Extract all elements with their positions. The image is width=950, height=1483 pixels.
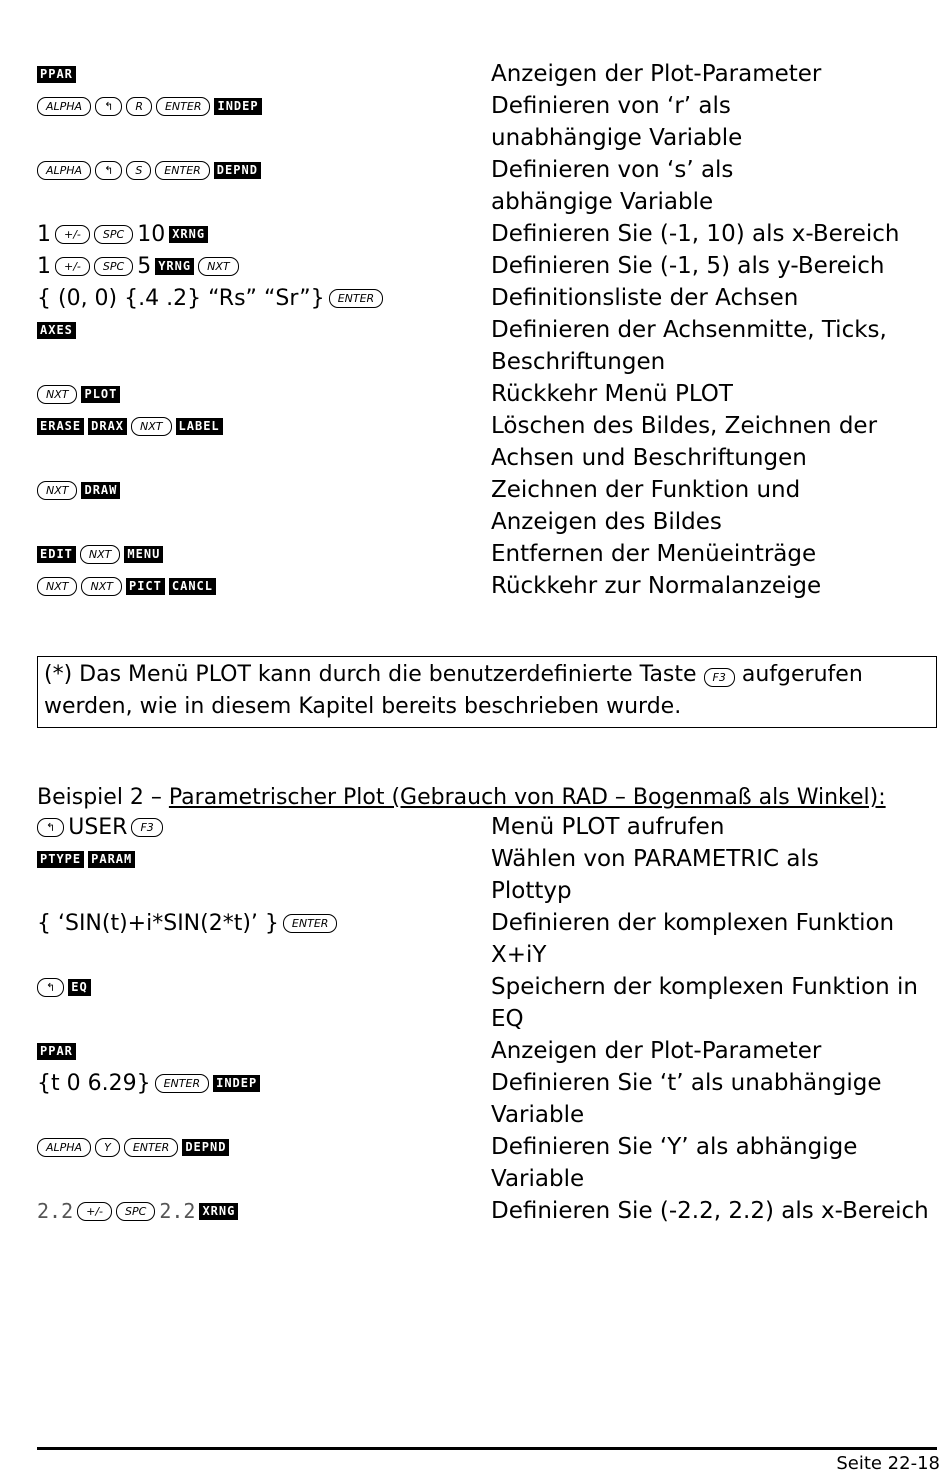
- calculator-key: ALPHA: [37, 1138, 91, 1157]
- keystroke-description: [491, 218, 900, 250]
- softmenu-key: PICT: [126, 578, 165, 595]
- keystroke-text: 5: [137, 253, 152, 279]
- description-line: Achsen und Beschriftungen: [491, 445, 807, 471]
- calculator-key: NXT: [37, 481, 77, 500]
- softmenu-key: DRAW: [81, 482, 120, 499]
- calculator-key: ENTER: [329, 289, 384, 308]
- calculator-key: +/-: [55, 225, 90, 244]
- description-line: X+iY: [491, 942, 547, 968]
- keystroke-sequence: [37, 378, 120, 410]
- description-line: Rückkehr zur Normalanzeige: [491, 573, 822, 599]
- keystroke-sequence: [37, 1131, 229, 1163]
- keystroke-description: [491, 378, 733, 410]
- description-line: Definieren von ‘s’ als: [491, 157, 734, 183]
- calculator-key: ↰: [95, 97, 122, 116]
- calculator-key: ENTER: [155, 1074, 210, 1093]
- softmenu-key: PLOT: [81, 386, 120, 403]
- calculator-key: ENTER: [156, 97, 211, 116]
- calculator-key: SPC: [116, 1202, 155, 1221]
- keystroke-row: [37, 538, 937, 570]
- calculator-key: NXT: [80, 545, 120, 564]
- calculator-key: ALPHA: [37, 161, 91, 180]
- page-number: Seite 22-18: [836, 1453, 940, 1474]
- keystroke-description: [491, 971, 918, 1035]
- description-line: Definieren Sie (-2.2, 2.2) als x-Bereich: [491, 1198, 929, 1224]
- keystroke-description: [491, 1035, 821, 1067]
- softmenu-key: PPAR: [37, 1043, 76, 1060]
- keystroke-row: [37, 474, 937, 535]
- keystroke-row: [37, 378, 937, 410]
- description-line: Definieren von ‘r’ als: [491, 93, 731, 119]
- keystroke-row: [37, 154, 937, 215]
- heading-prefix: Beispiel 2 –: [37, 785, 169, 810]
- keystroke-description: [491, 410, 877, 474]
- keystroke-text: 1: [37, 253, 51, 279]
- description-line: Rückkehr Menü PLOT: [491, 381, 733, 407]
- calculator-key: NXT: [81, 577, 121, 596]
- keystroke-description: [491, 58, 821, 90]
- keystroke-sequence: [37, 538, 163, 570]
- keystroke-description: [491, 90, 742, 154]
- softmenu-key: MENU: [124, 546, 163, 563]
- description-line: unabhängige Variable: [491, 125, 743, 151]
- keystroke-description: [491, 570, 821, 602]
- keystroke-row: [37, 811, 937, 843]
- softmenu-key: CANCL: [169, 578, 216, 595]
- keystroke-text: USER: [68, 814, 128, 840]
- f3-key: F3: [704, 668, 735, 687]
- calculator-key: +/-: [77, 1202, 112, 1221]
- keystroke-sequence: [37, 282, 383, 314]
- keystroke-row: [37, 410, 937, 471]
- description-line: Anzeigen des Bildes: [491, 509, 722, 535]
- softmenu-key: DEPND: [182, 1139, 229, 1156]
- keystroke-row: [37, 1035, 937, 1067]
- keystroke-row: [37, 1067, 937, 1128]
- description-line: EQ: [491, 1006, 524, 1032]
- note-box: [37, 656, 937, 728]
- description-line: Definieren Sie (-1, 10) als x-Bereich: [491, 221, 900, 247]
- keystroke-description: [491, 250, 884, 282]
- keystroke-text: { (0, 0) {.4 .2} “Rs” “Sr”}: [37, 285, 325, 311]
- keystroke-row: [37, 1131, 937, 1192]
- keystroke-sequence: [37, 250, 239, 282]
- keystroke-sequence: [37, 971, 91, 1003]
- calculator-key: NXT: [37, 577, 77, 596]
- calculator-key: F3: [131, 818, 162, 837]
- keystroke-description: [491, 538, 816, 570]
- softmenu-key: INDEP: [214, 98, 261, 115]
- calculator-key: NXT: [131, 417, 171, 436]
- keystroke-description: [491, 811, 724, 843]
- calculator-key: SPC: [94, 225, 133, 244]
- description-line: Anzeigen der Plot-Parameter: [491, 61, 822, 87]
- softmenu-key: YRNG: [155, 258, 194, 275]
- softmenu-key: XRNG: [169, 226, 208, 243]
- keystroke-sequence: [37, 811, 163, 843]
- description-line: Beschriftungen: [491, 349, 666, 375]
- description-line: Definieren Sie ‘t’ als unabhängige: [491, 1070, 882, 1096]
- softmenu-key: EQ: [68, 979, 90, 996]
- keystroke-description: [491, 1067, 881, 1131]
- keystroke-description: [491, 154, 733, 218]
- softmenu-key: PTYPE: [37, 851, 84, 868]
- keystroke-row: [37, 570, 937, 602]
- keystroke-description: [491, 314, 887, 378]
- keystroke-text: 10: [137, 221, 166, 247]
- keystroke-text: {t 0 6.29}: [37, 1070, 151, 1096]
- keystroke-row: [37, 314, 937, 375]
- description-line: Definieren der Achsenmitte, Ticks,: [491, 317, 887, 343]
- keystroke-row: [37, 843, 937, 904]
- calculator-key: NXT: [198, 257, 238, 276]
- keystroke-sequence: [37, 907, 337, 939]
- keystroke-description: [491, 1131, 857, 1195]
- keystroke-sequence: [37, 1067, 260, 1099]
- description-line: Entfernen der Menüeinträge: [491, 541, 817, 567]
- heading-title: Parametrischer Plot (Gebrauch von RAD – Bogenmaß als Winkel):: [168, 785, 886, 810]
- calculator-key: ↰: [95, 161, 122, 180]
- softmenu-key: ERASE: [37, 418, 84, 435]
- softmenu-key: EDIT: [37, 546, 76, 563]
- keystroke-sequence: [37, 90, 262, 122]
- keystroke-sequence: [37, 1035, 76, 1067]
- description-line: abhängige Variable: [491, 189, 714, 215]
- keystroke-description: [491, 474, 800, 538]
- calculator-key: ENTER: [283, 914, 338, 933]
- keystroke-sequence: [37, 843, 135, 875]
- calculator-key: SPC: [94, 257, 133, 276]
- softmenu-key: PPAR: [37, 66, 76, 83]
- description-line: Definieren der komplexen Funktion: [491, 910, 895, 936]
- keystroke-description: [491, 843, 819, 907]
- keystroke-row: [37, 250, 937, 282]
- note-text-before: (*) Das Menü PLOT kann durch die benutzerdefinierte Taste: [44, 662, 697, 687]
- description-line: Anzeigen der Plot-Parameter: [491, 1038, 822, 1064]
- calculator-key: ↰: [37, 978, 64, 997]
- softmenu-key: XRNG: [199, 1203, 238, 1220]
- description-line: Definieren Sie (-1, 5) als y-Bereich: [491, 253, 885, 279]
- calculator-key: R: [126, 97, 152, 116]
- footer-rule: [37, 1447, 937, 1450]
- calculator-key: NXT: [37, 385, 77, 404]
- display-text: 2.2: [159, 1199, 196, 1223]
- description-line: Variable: [491, 1102, 585, 1128]
- keystroke-sequence: [37, 1195, 238, 1227]
- display-text: 2.2: [37, 1199, 74, 1223]
- keystroke-description: [491, 907, 894, 971]
- calculator-key: S: [126, 161, 151, 180]
- keystroke-sequence: [37, 154, 261, 186]
- keystroke-description: [491, 282, 798, 314]
- description-line: Löschen des Bildes, Zeichnen der: [491, 413, 878, 439]
- keystroke-text: 1: [37, 221, 51, 247]
- keystroke-text: { ‘SIN(t)+i*SIN(2*t)’ }: [37, 910, 279, 936]
- softmenu-key: AXES: [37, 322, 76, 339]
- description-line: Definitionsliste der Achsen: [491, 285, 799, 311]
- keystroke-row: [37, 282, 937, 314]
- keystroke-row: [37, 58, 937, 90]
- keystroke-sequence: [37, 314, 76, 346]
- description-line: Variable: [491, 1166, 585, 1192]
- description-line: Zeichnen der Funktion und: [491, 477, 801, 503]
- keystroke-sequence: [37, 570, 216, 602]
- description-line: Definieren Sie ‘Y’ als abhängige: [491, 1134, 858, 1160]
- example-heading: [37, 782, 886, 814]
- description-line: Plottyp: [491, 878, 572, 904]
- softmenu-key: PARAM: [88, 851, 135, 868]
- keystroke-sequence: [37, 474, 120, 506]
- keystroke-sequence: [37, 218, 208, 250]
- calculator-key: +/-: [55, 257, 90, 276]
- calculator-key: Y: [95, 1138, 120, 1157]
- keystroke-row: [37, 218, 937, 250]
- keystroke-row: [37, 90, 937, 151]
- keystroke-row: [37, 971, 937, 1032]
- keystroke-sequence: [37, 410, 223, 442]
- softmenu-key: DRAX: [88, 418, 127, 435]
- calculator-key: ENTER: [155, 161, 210, 180]
- softmenu-key: INDEP: [213, 1075, 260, 1092]
- calculator-key: ↰: [37, 818, 64, 837]
- softmenu-key: DEPND: [214, 162, 261, 179]
- note-text-after: aufgerufen werden, wie in diesem Kapitel bereits beschrieben wurde.: [44, 662, 863, 719]
- calculator-key: ENTER: [124, 1138, 179, 1157]
- description-line: Wählen von PARAMETRIC als: [491, 846, 819, 872]
- description-line: Menü PLOT aufrufen: [491, 814, 725, 840]
- description-line: Speichern der komplexen Funktion in: [491, 974, 919, 1000]
- calculator-key: ALPHA: [37, 97, 91, 116]
- keystroke-description: [491, 1195, 929, 1227]
- keystroke-sequence: [37, 58, 76, 90]
- softmenu-key: LABEL: [176, 418, 223, 435]
- keystroke-row: [37, 1195, 937, 1227]
- keystroke-row: [37, 907, 937, 968]
